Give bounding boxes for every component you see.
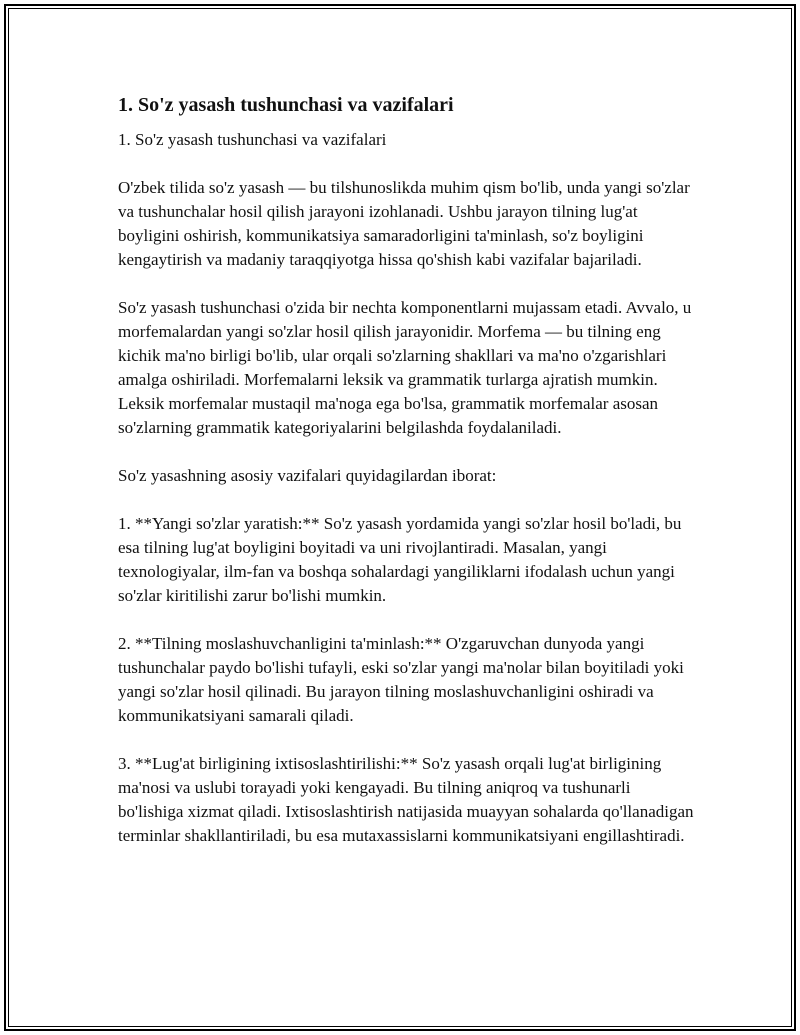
- paragraph-functions-lead: So'z yasashning asosiy vazifalari quyidagilardan iborat:: [118, 466, 497, 485]
- paragraph-concept: So'z yasash tushunchasi o'zida bir nechta komponentlarni mujassam etadi. Avvalo, u morfemalardan yangi so'zlar hosil qilish jarayonidir. Morfema — bu tilning eng kichik ma'no birligi bo'lib, ular orqali so'zlarning shakllari va ma'no o'zgarishlari amalga oshiriladi. Morfemalarni leksik va grammatik turlarga ajratish mumkin. Leksik morfemalar mustaqil ma'noga ega bo'lsa, grammatik morfemalar asosan so'zlarning grammatik kategoriyalarini belgilashda foydalaniladi.: [118, 298, 692, 437]
- paragraph-function-1: 1. **Yangi so'zlar yaratish:** So'z yasash yordamida yangi so'zlar hosil bo'ladi, bu esa tilning lug'at boyligini boyitadi va uni rivojlantiradi. Masalan, yangi texnologiyalar, ilm-fan va boshqa sohalardagi yangiliklarni ifodalash uchun yangi so'zlar kiritilishi zarur bo'lishi mumkin.: [118, 514, 682, 605]
- document-body: [118, 92, 698, 872]
- paragraph-intro: O'zbek tilida so'z yasash — bu tilshunoslikda muhim qism bo'lib, unda yangi so'zlar va tushunchalar hosil qilish jarayoni izohlanadi. Ushbu jarayon tilning lug'at boyligini oshirish, kommunikatsiya samaradorligini ta'minlash, so'z boyligini kengaytirish va madaniy taraqqiyotga hissa qo'shish kabi vazifalar bajariladi.: [118, 178, 690, 269]
- document-subtitle: 1. So'z yasash tushunchasi va vazifalari: [118, 130, 387, 149]
- paragraph-function-2: 2. **Tilning moslashuvchanligini ta'minlash:** O'zgaruvchan dunyoda yangi tushunchalar paydo bo'lishi tufayli, eski so'zlar yangi ma'nolar bilan boyitiladi yoki yangi so'zlar hosil qilinadi. Bu jarayon tilning moslashuvchanligini oshiradi va kommunikatsiyani samarali qiladi.: [118, 634, 684, 725]
- paragraph-function-3: 3. **Lug'at birligining ixtisoslashtirilishi:** So'z yasash orqali lug'at birligining ma'nosi va uslubi torayadi yoki kengayadi. Bu tilning aniqroq va tushunarli bo'lishiga xizmat qiladi. Ixtisoslashtirish natijasida muayyan sohalarda qo'llanadigan terminlar shakllantiriladi, bu esa mutaxassislarni kommunikatsiyani engillashtiradi.: [118, 754, 694, 845]
- document-heading: 1. So'z yasash tushunchasi va vazifalari: [118, 94, 454, 116]
